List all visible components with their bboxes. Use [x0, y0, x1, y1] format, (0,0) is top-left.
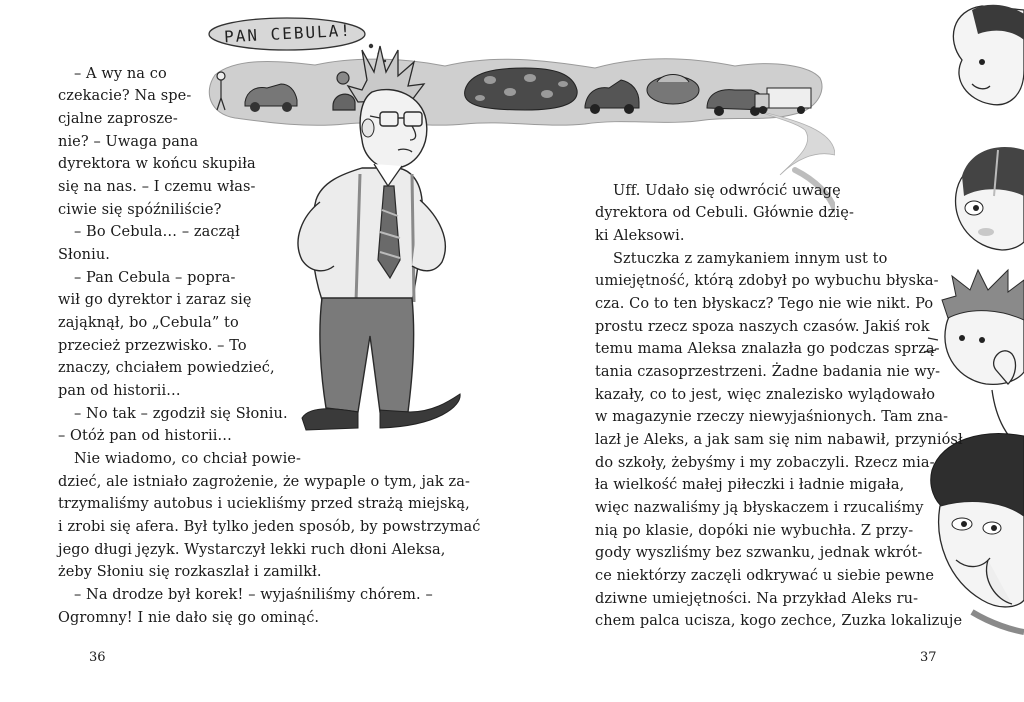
text-line: zająknął, bo „Cebula” to	[58, 315, 239, 331]
spotted-bus-icon	[465, 68, 578, 110]
text-line: – Bo Cebula… – zaczął	[74, 224, 240, 240]
text-line: wił go dyrektor i zaraz się	[58, 292, 252, 308]
text-line: – A wy na co	[74, 66, 167, 82]
text-line: temu mama Aleksa znalazła go podczas sprzą-	[595, 341, 940, 357]
text-line: dzieć, ale istniało zagrożenie, że wypaple o tym, jak za-	[58, 474, 470, 490]
boy-face-4	[931, 434, 1024, 632]
text-line: dyrektora od Cebuli. Głównie dzię-	[595, 205, 854, 221]
page-number-left: 36	[89, 650, 106, 665]
text-line: – Otóż pan od historii…	[58, 428, 233, 444]
text-line: się na nas. – I czemu włas-	[58, 179, 256, 195]
text-line: nie? – Uwaga pana	[58, 134, 199, 150]
text-line: trzymaliśmy autobus i uciekliśmy przed strażą miejską,	[58, 496, 470, 512]
trousers	[320, 298, 414, 412]
speech-bubble-text: PAN CEBULA!	[223, 20, 353, 47]
text-line: – No tak – zgodził się Słoniu.	[74, 406, 288, 422]
text-line: lazł je Aleks, a jak sam się nim nabawił, przyniósł	[595, 432, 963, 448]
text-line: Uff. Udało się odwrócić uwagę	[613, 183, 841, 199]
text-line: nią po klasie, dopóki nie wybuchła. Z przy-	[595, 523, 914, 539]
text-line: prostu rzecz spoza naszych czasów. Jakiś rok	[595, 319, 930, 335]
text-line: i zrobi się afera. Był tylko jeden sposób, by powstrzymać	[58, 519, 481, 535]
text-line: przecież przezwisko. – To	[58, 338, 247, 354]
text-line: znaczy, chciałem powiedzieć,	[58, 360, 275, 376]
text-line: gody wyszliśmy bez szwanku, jednak wkrót-	[595, 545, 923, 561]
girl-face-1	[953, 5, 1024, 105]
text-line: Ogromny! I nie dało się go ominąć.	[58, 610, 320, 626]
text-line: umiejętność, którą zdobył po wybuchu błyska-	[595, 273, 939, 289]
director-figure-illustration	[262, 40, 467, 440]
text-line: kazały, co to jest, więc znalezisko wylądowało	[595, 387, 936, 403]
cloud-trail	[755, 110, 835, 175]
text-line: ciwie się spóźniliście?	[58, 202, 222, 218]
text-line: ła wielkość małej piłeczki i ładnie migała,	[595, 477, 905, 493]
text-line: chem palca ucisza, kogo zechce, Zuzka lokalizuje	[595, 613, 963, 629]
text-line: cjalne zaprosze-	[58, 111, 178, 127]
page-number-right: 37	[920, 650, 937, 665]
text-line: pan od historii…	[58, 383, 181, 399]
girl-face-2	[956, 147, 1024, 250]
shirt	[312, 168, 423, 302]
text-line: jego długi język. Wystarczył lekki ruch dłoni Aleksa,	[58, 542, 446, 558]
text-line: Słoniu.	[58, 247, 110, 263]
text-line: Nie wiadomo, co chciał powie-	[74, 451, 301, 467]
text-line: – Na drodze był korek! – wyjaśniliśmy chórem. –	[74, 587, 433, 603]
text-line: dziwne umiejętności. Na przykład Aleks ru-	[595, 591, 919, 607]
text-line: do szkoły, żebyśmy i my zobaczyli. Rzecz mia-	[595, 455, 935, 471]
text-line: więc nazwaliśmy ją błyskaczem i rzucaliśmy	[595, 500, 924, 516]
text-line: żeby Słoniu się rozkaszlał i zamilkł.	[58, 564, 322, 580]
text-line: cza. Co to ten błyskacz? Tego nie wie nikt. Po	[595, 296, 934, 312]
text-line: ki Aleksowi.	[595, 228, 685, 244]
text-line: w magazynie rzeczy niewyjaśnionych. Tam zna-	[595, 409, 949, 425]
left-shoe	[302, 409, 358, 430]
text-line: Sztuczka z zamykaniem innym ust to	[613, 251, 888, 267]
text-line: tania czasoprzestrzeni. Żadne badania nie wy-	[595, 364, 941, 380]
text-line: ce niektórzy zaczęli odkrywać u siebie pewne	[595, 568, 935, 584]
text-line: – Pan Cebula – popra-	[74, 270, 236, 286]
text-line: dyrektora w końcu skupiła	[58, 156, 256, 172]
text-line: czekacie? Na spe-	[58, 88, 192, 104]
